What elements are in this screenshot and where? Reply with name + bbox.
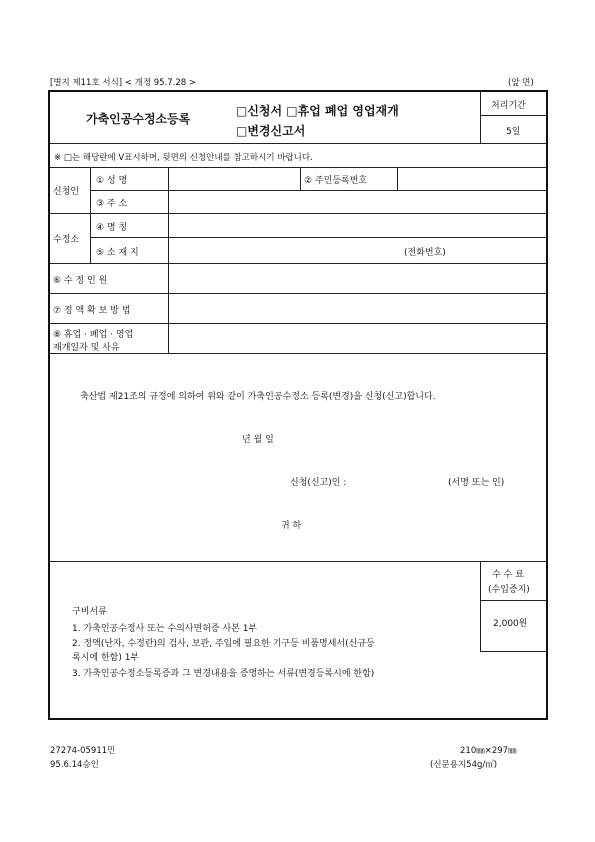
divider <box>49 167 547 168</box>
divider <box>480 561 481 651</box>
station-group-label: 수정소 <box>53 235 80 245</box>
document-item-3: 3. 가축인공수정소등록증과 그 변경내용을 증명하는 서류(변경등록시에 한함) <box>72 669 375 679</box>
document-item-2: 2. 정액(난자, 수정란)의 검사, 보관, 주입에 필요한 기구등 비품명세서(신규등 <box>72 639 375 649</box>
document-item-1: 1. 가축인공수정사 또는 수의사면허증 사본 1부 <box>72 624 258 634</box>
notice-text: ※ □는 해당란에 V표시하며, 뒷면의 신청안내를 참고하시기 바랍니다. <box>54 153 313 163</box>
divider <box>90 190 547 191</box>
resident-number-label: ② 주민등록번호 <box>304 176 368 186</box>
applicant-address-label: ③ 주 소 <box>96 199 128 209</box>
documents-title: 구비서류 <box>72 607 107 617</box>
divider <box>49 213 547 214</box>
statement-text: 축산법 제21조의 규정에 의하여 위와 같이 가축인공수정소 등록(변경)을 신청(신고)합니다. <box>80 392 436 402</box>
divider <box>168 167 169 353</box>
period-divider <box>480 115 547 116</box>
form-reference: [별지 제11호 서식] < 개정 95.7.28 > <box>50 78 197 88</box>
inseminator-label: ⑥ 수 정 인 원 <box>53 276 108 286</box>
processing-period-label: 처리기간 <box>491 101 526 111</box>
reason-label-line2: 재개일자 및 사유 <box>53 343 120 353</box>
approval-date: 95.6.14승인 <box>50 760 99 770</box>
title-divider <box>480 91 481 143</box>
divider <box>300 167 301 190</box>
divider <box>49 561 547 562</box>
reason-label-line1: ⑧ 휴업 · 폐업 · 영업 <box>53 330 134 340</box>
divider <box>480 651 547 652</box>
form-title: 가축인공수정소등록 <box>86 112 191 126</box>
phone-number-label: (전화번호) <box>404 248 446 258</box>
semen-method-label: ⑦ 정 액 확 보 방 법 <box>53 306 131 316</box>
paper-size: 210㎜×297㎜ <box>460 746 517 756</box>
divider <box>49 263 547 264</box>
date-line: 년 월 일 <box>242 435 274 445</box>
document-item-2-cont: 록시에 한함) 1부 <box>72 653 140 663</box>
form-type-options-2: □변경신고서 <box>236 124 306 138</box>
processing-period-value: 5일 <box>506 127 521 137</box>
form-number: 27274-05911민 <box>50 746 116 756</box>
fee-amount: 2,000원 <box>493 619 528 629</box>
divider <box>480 600 547 601</box>
revenue-stamp-label: (수입증지) <box>488 585 530 595</box>
divider <box>49 353 547 354</box>
applicant-group-label: 신청인 <box>53 187 80 197</box>
paper-type: (신문용지54g/㎡) <box>430 760 498 770</box>
divider <box>397 167 398 190</box>
divider <box>49 143 547 144</box>
addressee-label: 귀 하 <box>281 521 302 531</box>
divider <box>49 293 547 294</box>
sign-or-seal-label: (서명 또는 인) <box>448 478 505 488</box>
applicant-name-label: ① 성 명 <box>96 176 128 186</box>
applicant-signature-label: 신청(신고)인 : <box>290 478 347 488</box>
fee-label: 수 수 료 <box>492 570 524 580</box>
divider <box>49 323 547 324</box>
station-name-label: ④ 명 칭 <box>96 223 128 233</box>
station-location-label: ⑤ 소 재 지 <box>96 248 139 258</box>
form-type-options: □신청서 □휴업 폐업 영업재개 <box>236 104 399 118</box>
page-side-label: (앞 면) <box>508 78 534 88</box>
divider <box>90 237 547 238</box>
divider <box>90 213 91 263</box>
